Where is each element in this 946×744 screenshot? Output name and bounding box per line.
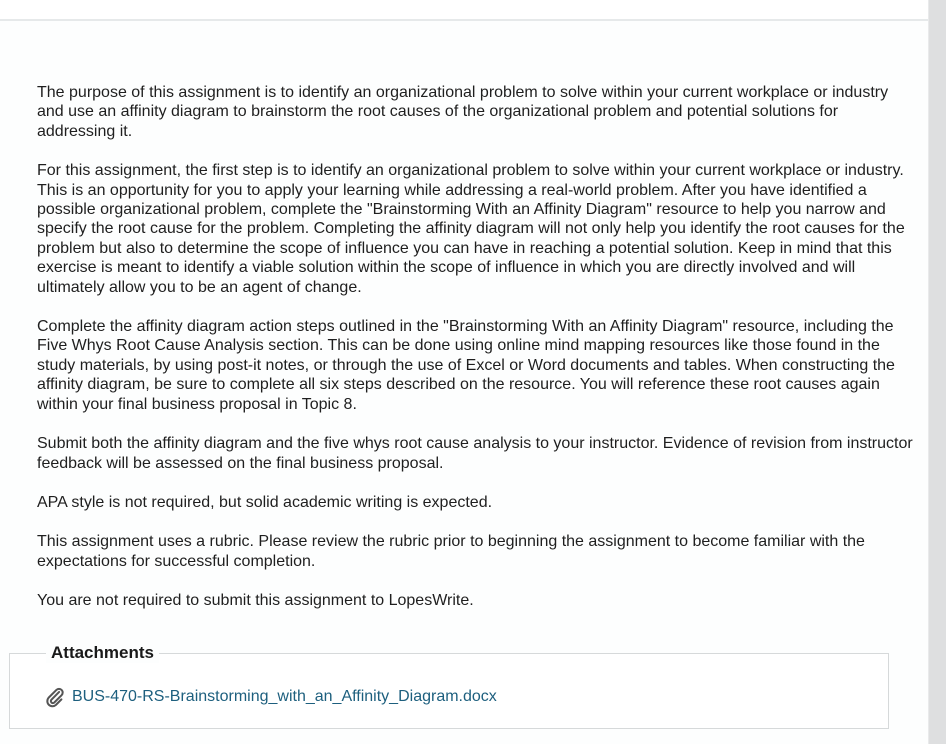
paragraph-rubric: This assignment uses a rubric. Please review the rubric prior to beginning the assignment to become familiar with the expectations for successful completion. [37,533,865,570]
paragraph-action-steps: Complete the affinity diagram action steps outlined in the "Brainstorming With an Affinity Diagram" resource, including the Five Whys Root Cause Analysis section. This can be done using online mind mapping resources like those found in the study materials, by using post-it notes, or through the use of Excel or Word documents and tables. When constructing the affinity diagram, be sure to complete all six steps described on the resource. You will reference these root causes again within your final business proposal in Topic 8. [37,318,895,413]
attachment-link[interactable]: BUS-470-RS-Brainstorming_with_an_Affinity_Diagram.docx [72,688,497,705]
paperclip-icon [44,686,66,708]
paragraph-lopeswrite: You are not required to submit this assignment to LopesWrite. [37,592,474,610]
assignment-description [37,83,917,631]
paragraph-first-step: For this assignment, the first step is to identify an organizational problem to solve within your current workplace or industry. This is an opportunity for you to apply your learning while addressing a real-world problem. After you have identified a possible organizational problem, complete the "Brainstorming With an Affinity Diagram" resource to help you narrow and specify the root cause for the problem. Completing the affinity diagram will not only help you identify the root causes for the problem but also to determine the scope of influence you can have in reaching a potential solution. Keep in mind that this exercise is meant to identify a viable solution within the scope of influence in which you are directly involved and will ultimately allow you to be an agent of change. [37,162,905,296]
vertical-scrollbar[interactable] [928,0,946,744]
attachment-item[interactable] [44,686,497,708]
paragraph-purpose: The purpose of this assignment is to identify an organizational problem to solve within your current workplace or industry and use an affinity diagram to brainstorm the root causes of the organizational problem and potential solutions for addressing it. [37,84,889,140]
paragraph-submit: Submit both the affinity diagram and the five whys root cause analysis to your instructor. Evidence of revision from instructor feedback will be assessed on the final business proposal. [37,435,913,472]
paragraph-apa: APA style is not required, but solid academic writing is expected. [37,493,493,511]
attachments-fieldset [9,643,889,729]
attachments-legend: Attachments [46,643,159,663]
top-header-bar [0,0,928,21]
